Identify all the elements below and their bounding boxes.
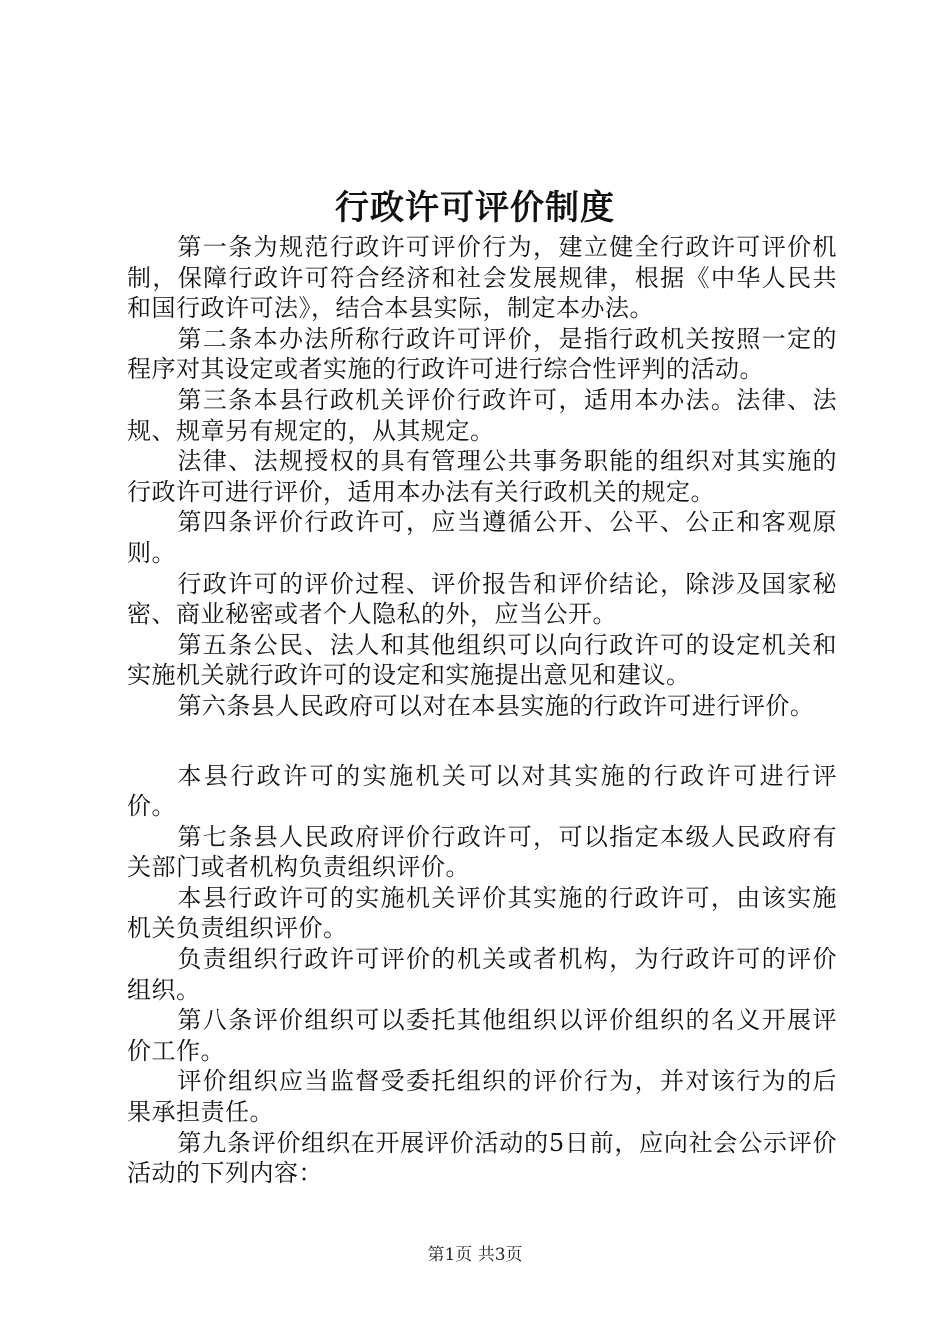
- paragraph: 第一条为规范行政许可评价行为，建立健全行政许可评价机制，保障行政许可符合经济和社会发展规律，根据《中华人民共和国行政许可法》，结合本县实际，制定本办法。: [127, 233, 837, 323]
- paragraph: 第三条本县行政机关评价行政许可，适用本办法。法律、法规、规章另有规定的，从其规定。: [127, 385, 837, 445]
- paragraph: 法律、法规授权的具有管理公共事务职能的组织对其实施的行政许可进行评价，适用本办法有关行政机关的规定。: [127, 447, 837, 506]
- paragraph: 第六条县人民政府可以对在本县实施的行政许可进行评价。: [177, 691, 815, 720]
- paragraph: 本县行政许可的实施机关可以对其实施的行政许可进行评价。: [127, 761, 837, 821]
- paragraph: 本县行政许可的实施机关评价其实施的行政许可，由该实施机关负责组织评价。: [127, 883, 837, 943]
- document-title: 行政许可评价制度: [335, 188, 615, 228]
- document-body: [127, 232, 837, 1189]
- page-footer: 第1页 共3页: [427, 1245, 523, 1265]
- paragraph: 第七条县人民政府评价行政许可，可以指定本级人民政府有关部门或者机构负责组织评价。: [127, 822, 837, 882]
- paragraph: 负责组织行政许可评价的机关或者机构，为行政许可的评价组织。: [127, 945, 837, 1004]
- paragraph: 第五条公民、法人和其他组织可以向行政许可的设定机关和实施机关就行政许可的设定和实施提出意见和建议。: [127, 630, 837, 690]
- paragraph: 第八条评价组织可以委托其他组织以评价组织的名义开展评价工作。: [127, 1006, 837, 1065]
- paragraph: 行政许可的评价过程、评价报告和评价结论，除涉及国家秘密、商业秘密或者个人隐私的外，应当公开。: [127, 569, 837, 629]
- paragraph: 第九条评价组织在开展评价活动的5日前，应向社会公示评价活动的下列内容：: [127, 1128, 837, 1188]
- paragraph: 评价组织应当监督受委托组织的评价行为，并对该行为的后果承担责任。: [127, 1067, 837, 1127]
- paragraph: 第四条评价行政许可，应当遵循公开、公平、公正和客观原则。: [127, 508, 837, 567]
- blank-line: [127, 722, 837, 761]
- paragraph: 第二条本办法所称行政许可评价，是指行政机关按照一定的程序对其设定或者实施的行政许可进行综合性评判的活动。: [127, 324, 837, 384]
